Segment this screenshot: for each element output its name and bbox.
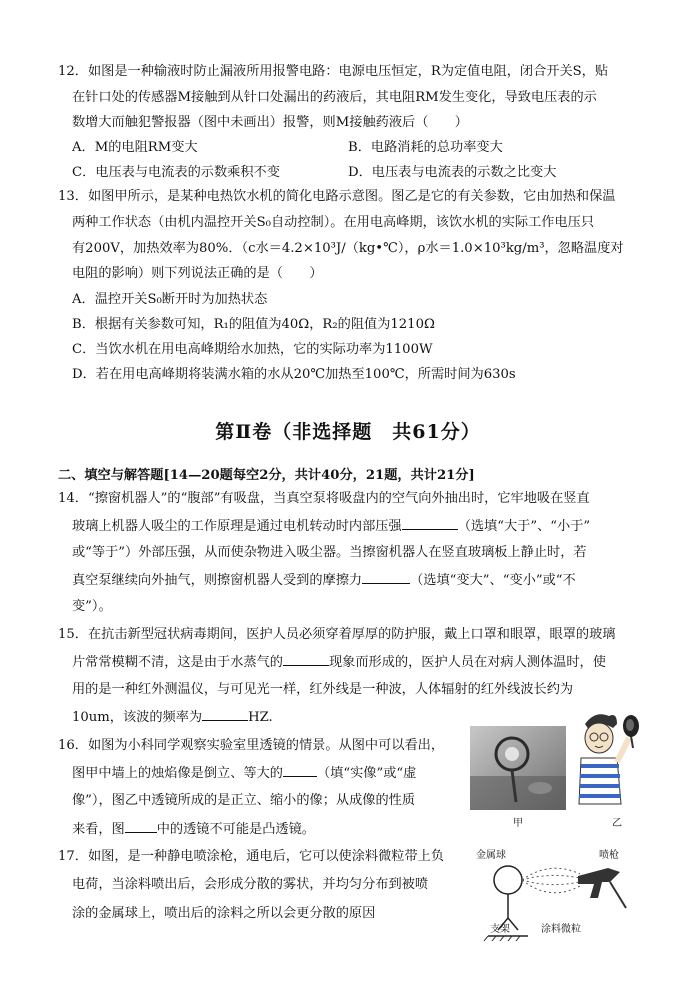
q16-line-4-text-a: 来看，图 — [72, 822, 125, 837]
q14-blank-2[interactable] — [362, 571, 410, 584]
q17-line-3: 涂的金属球上，喷出后的涂料之所以会更分散的原因 — [72, 906, 376, 921]
q16-line-2 — [72, 764, 416, 783]
q13-line-1: 13．如图甲所示，是某种电热饮水机的简化电路示意图。图乙是它的有关参数，它由加热和保温 — [58, 189, 616, 204]
q16-blank-1[interactable] — [283, 764, 317, 777]
q17-label-stand: 支架 — [490, 924, 510, 935]
q14-line-1: 14．“擦窗机器人”的“腹部”有吸盘，当真空泵将吸盘内的空气向外抽出时，它牢地吸在竖直 — [58, 491, 590, 506]
q17-label-ball: 金属球 — [476, 850, 506, 861]
q17-label-particles: 涂料微粒 — [541, 924, 581, 935]
q15-line-4-text-a: 10um，该波的频率为 — [72, 710, 203, 725]
q14-line-4 — [72, 571, 576, 590]
q15-line-4-text-b: HZ. — [248, 710, 273, 725]
q12-line-3: 数增大而触犯警报器（图中未画出）报警，则M接触药液后（ ） — [72, 115, 468, 130]
q15-blank-2[interactable] — [202, 708, 248, 721]
q16-line-4-text-b: 中的透镜不可能是凸透镜。 — [156, 822, 315, 837]
q16-blank-2[interactable] — [125, 820, 157, 833]
q17-label-gun: 喷枪 — [599, 850, 619, 861]
section-title: 第Ⅱ卷（非选择题 共61分） — [215, 421, 481, 443]
q12-option-c: C．电压表与电流表的示数乘积不变 — [72, 165, 280, 180]
q14-line-4-text-b: （选填“变大”、“变小”或“不 — [410, 573, 576, 588]
q16-line-2-text-a: 图甲中墙上的烛焰像是倒立、等大的 — [72, 766, 283, 781]
q16-line-2-text-b: （填“实像”或“虚 — [317, 766, 417, 781]
q14-line-5: 变”）。 — [72, 599, 112, 614]
q12-option-b: B．电路消耗的总功率变大 — [348, 140, 503, 155]
q16-line-3: 像”），图乙中透镜所成的是正立、缩小的像；从成像的性质 — [72, 793, 416, 808]
q14-line-2-text-b: （选填“大于”、“小于” — [457, 519, 591, 534]
q15-line-2-text-b: 现象而形成的，医护人员在对病人测体温时，使 — [329, 655, 606, 670]
q14-blank-1[interactable] — [402, 517, 458, 530]
q13-line-4: 电阻的影响）则下列说法正确的是（ ） — [72, 266, 323, 281]
q13-option-c: C．当饮水机在用电高峰期给水加热，它的实际功率为1100W — [72, 342, 433, 357]
q12-line-2: 在针口处的传感器M接触到从针口处漏出的药液后，其电阻RM发生变化，导致电压表的示 — [72, 90, 597, 105]
q13-line-2: 两种工作状态（由机内温控开关S₀自动控制）。在用电高峰期，该饮水机的实际工作电压只 — [72, 215, 595, 230]
q12-option-a: A．M的电阻RM变大 — [72, 140, 198, 155]
q14-line-2-text-a: 玻璃上机器人吸尘的工作原理是通过电机转动时内部压强 — [72, 519, 402, 534]
q13-option-d: D．若在用电高峰期将装满水箱的水从20℃加热至100℃，所需时间为630s — [72, 367, 516, 382]
q13-line-3: 有200V，加热效率为80%．（c水＝4.2×10³J/（kg•℃），ρ水＝1.0×10³kg/m³，忽略温度对 — [72, 241, 624, 256]
q15-line-2 — [72, 653, 606, 672]
q17-line-1: 17．如图，是一种静电喷涂枪，通电后，它可以使涂料微粒带上负 — [58, 849, 445, 864]
q15-line-1: 15．在抗击新型冠状病毒期间，医护人员必须穿着厚厚的防护服，戴上口罩和眼罩，眼罩的玻璃 — [58, 627, 616, 642]
q14-line-3: 或“等于”）外部压强，从而使杂物进入吸尘器。当擦窗机器人在竖直玻璃板上静止时，若 — [72, 545, 587, 560]
q12-line-1: 12．如图是一种输液时防止漏液所用报警电路：电源电压恒定，R为定值电阻，闭合开关S，贴 — [58, 64, 609, 79]
q17-line-2: 电荷，当涂料喷出后，会形成分散的雾状，并均匀分布到被喷 — [72, 877, 429, 892]
q16-figure-a-label: 甲 — [513, 818, 523, 829]
q14-line-4-text-a: 真空泵继续向外抽气，则擦窗机器人受到的摩擦力 — [72, 573, 363, 588]
q16-line-1: 16．如图为小科同学观察实验室里透镜的情景。从图中可以看出， — [58, 738, 445, 753]
q15-blank-1[interactable] — [283, 653, 329, 666]
q15-line-4 — [72, 708, 273, 727]
q15-line-3: 用的是一种红外测温仪，与可见光一样，红外线是一种波，人体辐射的红外线波长约为 — [72, 682, 574, 697]
q16-line-4 — [72, 820, 315, 839]
q14-line-2 — [72, 517, 590, 536]
q15-line-2-text-a: 片常常模糊不清，这是由于水蒸气的 — [72, 655, 283, 670]
q12-option-d: D．电压表与电流表的示数之比变大 — [348, 165, 557, 180]
section-heading: 二、填空与解答题[14—20题每空2分，共计40分，21题，共计21分] — [58, 468, 475, 483]
q13-option-a: A．温控开关S₀断开时为加热状态 — [72, 292, 268, 307]
q16-figure-b-cartoon — [573, 708, 643, 812]
q16-figure-b-label: 乙 — [612, 818, 622, 829]
q16-figure-a-photo — [470, 726, 566, 810]
q13-option-b: B．根据有关参数可知，R₁的阻值为40Ω，R₂的阻值为1210Ω — [72, 317, 435, 332]
